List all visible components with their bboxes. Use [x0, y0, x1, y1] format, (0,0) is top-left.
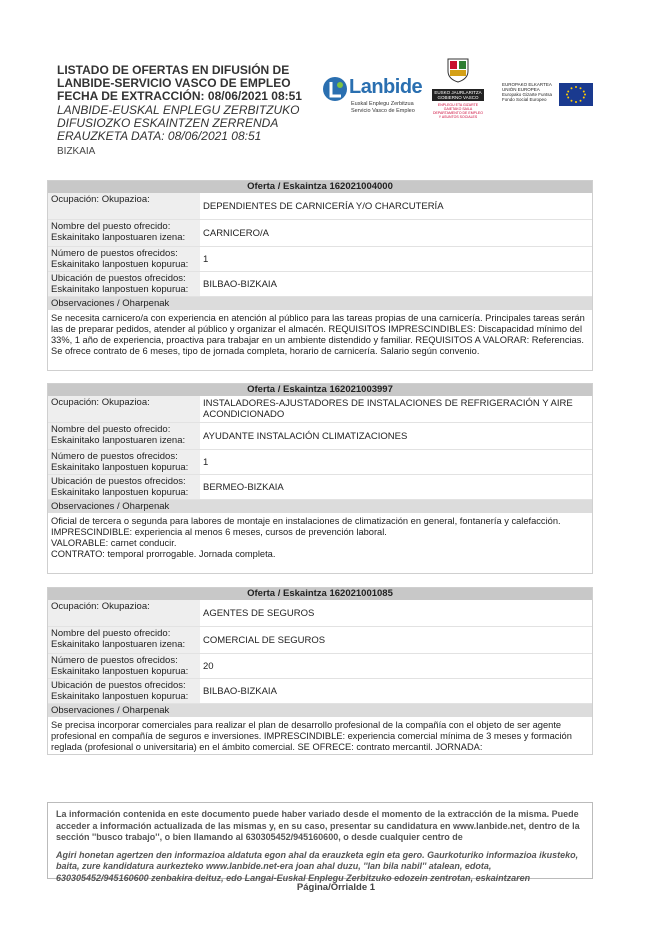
offer-header: Oferta / Eskaintza 162021003997: [48, 384, 592, 396]
numero-label: Número de puestos ofrecidos: Eskainitako lanpostuen kopurua:: [48, 247, 200, 271]
ocupacion-value: AGENTES DE SEGUROS: [203, 607, 315, 619]
page-number: Página/Orrialde 1: [296, 882, 376, 893]
title-eu: LANBIDE-EUSKAL ENPLEGU ZERBITZUKO DIFUSIOZKO ESKAINTZEN ZERRENDA ERAUZKETA DATA: 08/06/2021 08:51: [57, 103, 300, 143]
ocupacion-value: INSTALADORES-AJUSTADORES DE INSTALACIONES DE REFRIGERACIÓN Y AIRE ACONDICIONADO: [203, 398, 573, 420]
puesto-value: CARNICERO/A: [203, 227, 269, 239]
lanbide-mark-icon: [322, 76, 348, 102]
ocupacion-label: Ocupación: Okupazioa:: [48, 600, 200, 626]
row-ubicacion: [48, 272, 592, 297]
region-label: BIZKAIA: [57, 146, 96, 157]
numero-value: 20: [203, 660, 214, 672]
title-es: LISTADO DE OFERTAS EN DIFUSIÓN DE LANBIDE-SERVICIO VASCO DE EMPLEO FECHA DE EXTRACCIÓN: 08/06/2021 08:51: [57, 63, 302, 103]
row-numero: [48, 654, 592, 679]
ubicacion-label: Ubicación de puestos ofrecidos: Eskainitako lanpostuen kopurua:: [48, 679, 200, 703]
lanbide-subtitle: [351, 101, 415, 114]
observaciones-text: Oficial de tercera o segunda para labores de montaje en instalaciones de climatización en general, fontanería y calefacción. IMPRESCINDIBLE: experiencia al menos 6 meses, cursos de prevención laboral. VALORABLE: carnet conducir. CONTRATO: temporal prorrogable. Jornada completa.: [51, 516, 561, 559]
lanbide-logo: [322, 76, 427, 121]
observaciones-text: Se necesita carnicero/a con experiencia en atención al público para las tareas propias de una carnicería. Principales tareas serán las de preparar pedidos, atender al público y organizar el almacén. REQUISITOS IMPRESCINDIBLES: Discapacidad mínimo del 33%, 1 año de experiencia, proactiva para trabajar en un ambiente distendido y familiar. REQUISITOS A VALORAR: Referencias. Se ofrece contrato de 6 meses, tipo de jornada completa, horario de carnicería. Salario según convenio.: [51, 313, 585, 356]
lanbide-sub-es: Servicio Vasco de Empleo: [351, 107, 415, 114]
document-header: [57, 64, 617, 164]
offer-header: Oferta / Eskaintza 162021004000: [48, 181, 592, 193]
numero-label: Número de puestos ofrecidos: Eskainitako lanpostuen kopurua:: [48, 654, 200, 678]
disclaimer-es: La información contenida en este documento puede haber variado desde el momento de la extracción de la misma. Puede acceder a información actualizada de las mismas y, en su caso, presentar su candidatura en www.lanbide.net, dentro de la sección ''busco trabajo'', o bien llamando al 630305452/945160600, o desde cualquier centro de: [56, 809, 580, 842]
row-ocupacion: [48, 396, 592, 423]
numero-label: Número de puestos ofrecidos: Eskainitako lanpostuen kopurua:: [48, 450, 200, 474]
row-ocupacion: [48, 193, 592, 220]
puesto-label: Nombre del puesto ofrecido: Eskainitako lanpostuaren izena:: [48, 220, 200, 246]
offer-card: [47, 587, 593, 755]
ubicacion-label: Ubicación de puestos ofrecidos: Eskainitako lanpostuen kopurua:: [48, 475, 200, 499]
numero-value: 1: [203, 456, 209, 468]
puesto-label: Nombre del puesto ofrecido: Eskainitako lanpostuaren izena:: [48, 423, 200, 449]
eu-logo: [502, 82, 594, 108]
ocupacion-label: Ocupación: Okupazioa:: [48, 193, 200, 219]
eu-text: EUROPAKO ELKARTEA UNIÓN EUROPEA Europako Gizarte Funtsa Fondo Social Europeo: [502, 82, 553, 102]
observaciones-label: Observaciones / Oharpenak: [48, 704, 592, 717]
lanbide-sub-eu: Euskal Enplegu Zerbitzua: [351, 101, 414, 107]
row-numero: [48, 247, 592, 272]
offer-header: Oferta / Eskaintza 162021001085: [48, 588, 592, 600]
row-puesto: [48, 627, 592, 654]
observaciones-label: Observaciones / Oharpenak: [48, 500, 592, 513]
row-numero: [48, 450, 592, 475]
ocupacion-value: DEPENDIENTES DE CARNICERÍA Y/O CHARCUTERÍA: [203, 200, 444, 212]
numero-value: 1: [203, 253, 209, 265]
offer-card: [47, 383, 593, 574]
offer-card: [47, 180, 593, 371]
disclaimer-footer: [47, 802, 593, 883]
ubicacion-value: BILBAO-BIZKAIA: [203, 685, 277, 697]
ubicacion-value: BERMEO-BIZKAIA: [203, 481, 284, 493]
row-ocupacion: [48, 600, 592, 627]
eu-flag-icon: [559, 83, 593, 106]
observaciones-text: Se precisa incorporar comerciales para realizar el plan de desarrollo profesional de la compañía con el objeto de ser agente profesional en compañía de seguros e inversiones. IMPRESCINDIBLE: experiencia comercial mínima de 3 meses y formación reglada (profesional o universitaria) en el ámbito comercial. SE OFRECE: contrato mercantil. JORNADA:: [51, 720, 572, 752]
row-puesto: [48, 423, 592, 450]
lanbide-wordmark: Lanbide: [349, 76, 423, 98]
ubicacion-value: BILBAO-BIZKAIA: [203, 278, 277, 290]
puesto-value: COMERCIAL DE SEGUROS: [203, 634, 326, 646]
puesto-value: AYUDANTE INSTALACIÓN CLIMATIZACIONES: [203, 430, 408, 442]
gobierno-vasco-band: EUSKO JAURLARITZA GOBIERNO VASCO: [432, 89, 484, 101]
department-name: ENPLEGU ETA GIZARTE GAIETAKO SAILA DEPARTAMENTO DE EMPLEO Y ASUNTOS SOCIALES: [433, 103, 483, 119]
row-ubicacion: [48, 679, 592, 704]
row-puesto: [48, 220, 592, 247]
gobierno-vasco-logo: [432, 57, 484, 117]
ubicacion-label: Ubicación de puestos ofrecidos: Eskainitako lanpostuen kopurua:: [48, 272, 200, 296]
puesto-label: Nombre del puesto ofrecido: Eskainitako lanpostuaren izena:: [48, 627, 200, 653]
ocupacion-label: Ocupación: Okupazioa:: [48, 396, 200, 422]
coat-of-arms-icon: [446, 57, 470, 83]
disclaimer-eu: Agiri honetan agertzen den informazioa aldatuta egon ahal da erauzketa egin eta gero. Gaurkoturiko informazioa ikusteko, baita, zure kandidatura aurkezteko www.lanbide.net-era joan ahal duzu, ''lan bila nabil'' atalean, edota, 630305452/945160600 zenbakira deituz, edo Langai-Euskal Enplegu Zerbitzuko edozein zentrotan, eskaintzaren: [56, 849, 579, 883]
observaciones-label: Observaciones / Oharpenak: [48, 297, 592, 310]
row-ubicacion: [48, 475, 592, 500]
